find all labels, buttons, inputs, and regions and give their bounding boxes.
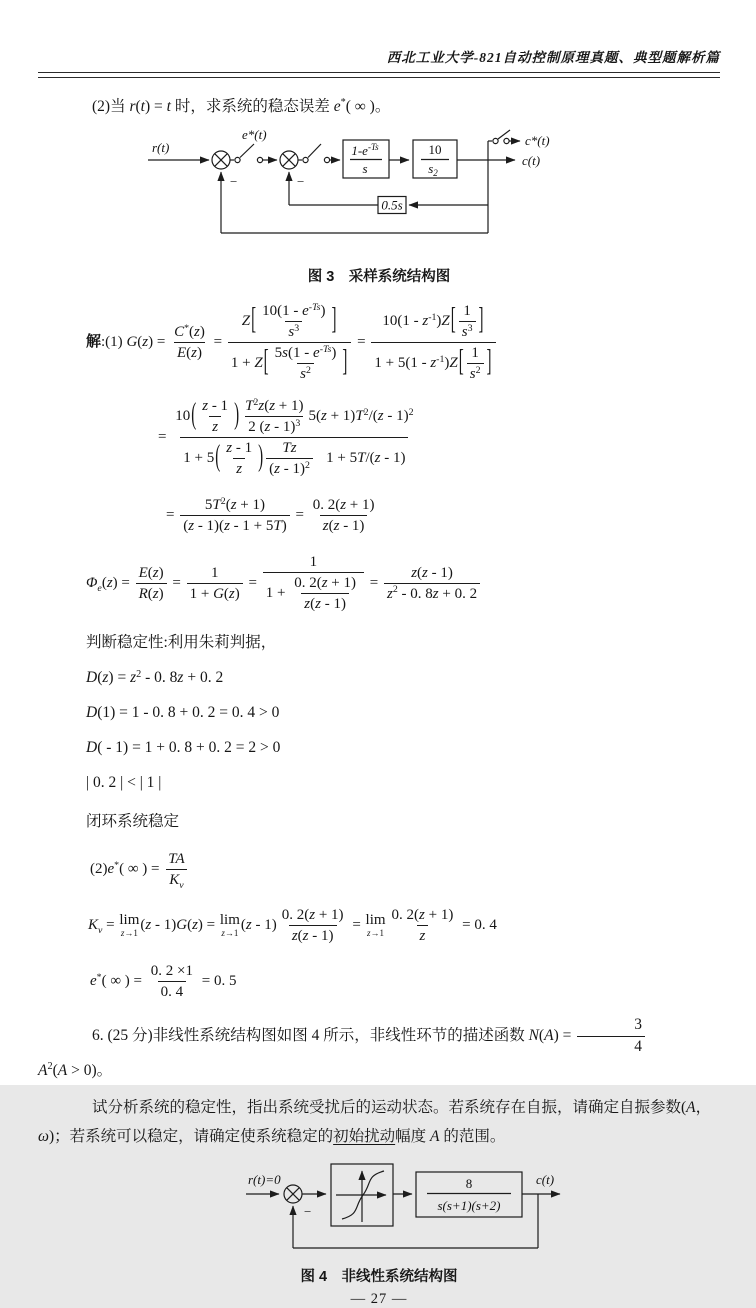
output-label: c(t)	[536, 1171, 555, 1187]
sampler-2-icon	[298, 144, 330, 163]
equation-error-transfer: $\Phi_e(z)$ = $\frac{E(z)}{R(z)}$ = $\frac{1}{1 + G(z)}$ = 1 1 + $\frac{0. 2(z + 1)}{z(z - 1)}$ = $\frac{z(z - 1)}{z^2 - 0. 8z + 0. 2}$	[86, 553, 720, 613]
fig3-sampled-system-diagram	[146, 128, 586, 260]
equation-gz-simplified: = $\frac{5T^2(z + 1)}{(z - 1)(z - 1 + 5T)}$ = $\frac{0. 2(z + 1)}{z(z - 1)}$	[166, 495, 375, 535]
problem6-questions: 试分析系统的稳定性，指出系统受扰后的运动状态。若系统存在自振，请确定自振参数(A，ω)；若系统可以稳定，请确定使系统稳定的初始扰动幅度 A 的范围。	[38, 1099, 712, 1146]
stability-intro-text: 判断稳定性:利用朱莉判据，	[86, 634, 277, 652]
svg-text:0.5s: 0.5s	[381, 197, 403, 213]
stable-conclusion-text: 闭环系统稳定	[86, 813, 180, 831]
equation-abs-condition: | 0. 2 | < | 1 |	[86, 774, 162, 792]
equation-kv-limit: $K_v$ = lim z→1 (z - 1)G(z) = lim z→1 (z - 1) $\frac{0. 2(z + 1)}{z(z - 1)}$ = lim z→1 $\frac{0. 2(z + 1)}{z}$ = 0. 4	[88, 907, 497, 945]
equation-steady-state-error: (2)e*( ∞ ) = $\frac{TA}{K_v}$	[90, 851, 185, 892]
sampled-output-label: c*(t)	[525, 133, 550, 149]
sampled-error-label: e*(t)	[242, 127, 267, 143]
page-number: — 27 —	[350, 1290, 408, 1307]
minus-sign: −	[304, 1203, 312, 1219]
plant-block	[413, 140, 457, 178]
feedback-block	[378, 197, 406, 214]
summing-junction-2	[280, 151, 298, 169]
zoh-block	[343, 140, 389, 178]
question-2-text: (2)当 r(t) = t 时，求系统的稳态误差 e*( ∞ )。	[92, 96, 391, 115]
output-label: c(t)	[522, 153, 541, 169]
equation-gz-definition: 解:(1) G(z) = $\frac{C^*(z)}{E(z)}$ = Z[ $\frac{10(1 - e^{-Ts})}{s^3}$ ] 1 + Z[ $\frac{5s(1 - e^{-Ts})}{s^2}$ ] = $10(1 - z^{-1})Z$[ $\frac{1}{s^3}$ ] $1 + 5(1 - z^{-1})Z$[ $\frac{1}{s^2}$ ]	[86, 302, 720, 383]
minus-sign-1: −	[230, 174, 238, 190]
input-signal-label: r(t)=0	[248, 1171, 281, 1187]
minus-sign-2: −	[297, 174, 305, 190]
fig4-caption: 图 4 非线性系统结构图	[300, 1268, 458, 1285]
input-signal-label: r(t)	[152, 140, 170, 156]
svg-text:10: 10	[428, 142, 442, 158]
svg-text:s: s	[362, 161, 368, 177]
svg-text:s2: $s_2$	[428, 161, 438, 179]
equation-d-minus-1: D( - 1) = 1 + 0. 8 + 0. 2 = 2 > 0	[86, 739, 281, 757]
svg-text:8: 8	[465, 1175, 473, 1191]
sampler-1-icon	[230, 144, 263, 163]
output-sampler-icon	[488, 130, 520, 144]
plant-block	[416, 1172, 522, 1217]
equation-gz-expanded: = 10( $\frac{z - 1}{z}$ ) $\frac{T^2z(z + 1)}{2 (z - 1)^3}$ $5(z + 1)T^2/(z - 1)^2$ 1 + 5( $\frac{z - 1}{z}$ ) $\frac{Tz}{(z - 1)^2}$ 1 + 5T/(z - 1)	[158, 396, 414, 478]
svg-text:s(s+1)(s+2): s(s+1)(s+2)	[437, 1197, 501, 1213]
nonlinearity-block	[331, 1164, 393, 1226]
svg-text:1-e-Ts: $1-e^{-Ts}$	[351, 142, 379, 159]
fig3-caption: 图 3 采样系统结构图	[307, 269, 451, 286]
equation-d1: D(1) = 1 - 0. 8 + 0. 2 = 0. 4 > 0	[86, 704, 280, 722]
summing-junction	[284, 1185, 302, 1203]
problem6-statement: 6. (25 分)非线性系统结构图如图 4 所示，非线性环节的描述函数 N(A) = $\frac{3}{4}$ $A^2(A > 0)$。	[38, 1016, 720, 1084]
equation-dz: $D(z) = z^2 - 0$. 8z + 0. 2	[86, 668, 224, 687]
page-header: 西北工业大学-821自动控制原理真题、典型题解析篇	[386, 50, 720, 65]
summing-junction-1	[212, 151, 230, 169]
fig4-nonlinear-system-diagram	[208, 1156, 588, 1260]
header-divider	[38, 72, 720, 78]
equation-error-value: e*( ∞ ) = $\frac{0. 2 \times 1}{0. 4}$ = 0. 5	[90, 963, 237, 1001]
